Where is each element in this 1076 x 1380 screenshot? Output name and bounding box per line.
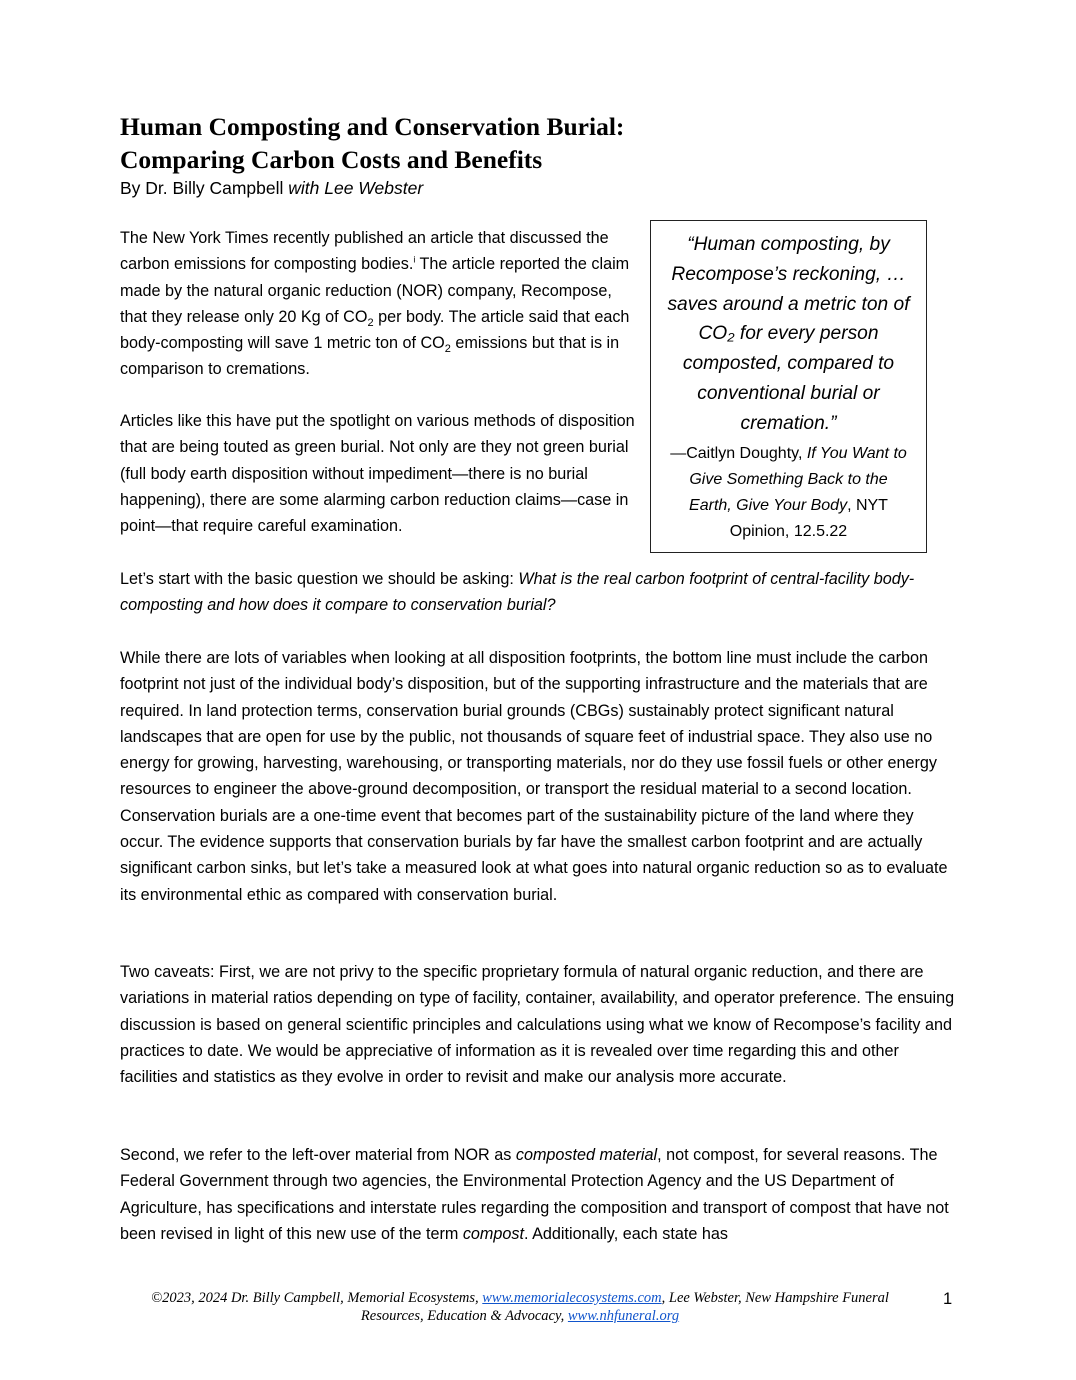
memorial-ecosystems-link[interactable]: www.memorialecosystems.com bbox=[482, 1290, 662, 1306]
paragraph-4: While there are lots of variables when looking at all disposition footprints, the bottom line must include the carbon footprint not just of the individual body’s disposition, but of the supporting infrastructure and the materials that are required. In land protection terms, conservation burial grounds (CBGs) sustainably protect significant natural landscapes that are open for use by the public, not thousands of square feet of industrial space. They also use no energy for growing, harvesting, warehousing, or transporting materials, nor do they use fossil fuels or other energy resources to engineer the above-ground decomposition, or transport the residual material to a second location. Conservation burials are a one-time event that becomes part of the sustainability picture of the land where they occur. The evidence supports that conservation burials by far have the smallest carbon footprint and are actually significant carbon sinks, but let’s take a measured look at what goes into natural organic reduction so as to evaluate its environmental ethic as compared with conservation burial. bbox=[120, 649, 948, 904]
byline bbox=[120, 176, 423, 200]
paragraph-6: Second, we refer to the left-over material from NOR as composted material, not compost, for several reasons. The Federal Government through two agencies, the Environmental Protection Agency and the US Department of Agriculture, has specifications and interstate rules regarding the composition and transport of compost that have not been revised in light of this new use of the term compost. Additionally, each state has bbox=[120, 1146, 949, 1243]
paragraph-1: The New York Times recently published an article that discussed the carbon emissions for composting bodies.$^i$ The article reported the claim made by the natural organic reduction (NOR) company, Recompose, that they release only 20 Kg of $CO_2$ per body. The article said that each body-composting will save 1 metric ton of $CO_2$ emissions but that is in comparison to cremations. bbox=[120, 229, 630, 379]
title-line-2: Comparing Carbon Costs and Benefits bbox=[120, 145, 543, 174]
byline-coauthor: with Lee Webster bbox=[288, 178, 424, 198]
pull-quote-text: “Human composting, by Recompose’s reckoning, … saves around a metric ton of CO₂ for every person composted, compared to conventional burial or cremation.” bbox=[667, 234, 910, 434]
paragraph-3: Let’s start with the basic question we should be asking: What is the real carbon footprint of central-facility body-composting and how does it compare to conservation burial? bbox=[120, 570, 915, 615]
page-number: 1 bbox=[943, 1290, 953, 1308]
endnote-marker[interactable]: i bbox=[413, 254, 416, 265]
page-footer: ©2023, 2024 Dr. Billy Campbell, Memorial Ecosystems, www.memorialecosystems.com, Lee Webster, New Hampshire Funeral Resources, Education & Advocacy, www.nhfuneral.org bbox=[151, 1290, 889, 1324]
pull-quote-box bbox=[650, 220, 927, 553]
paragraph-5: Two caveats: First, we are not privy to the specific proprietary formula of natural organic reduction, and there are variations in material ratios depending on type of facility, container, availability, and operator preference. The ensuing discussion is based on general scientific principles and calculations using what we know of Recompose’s facility and practices to date. We would be appreciative of information as it is revealed over time regarding this and other facilities and statistics as they evolve in order to revisit and make our analysis more accurate. bbox=[120, 963, 955, 1087]
paragraph-2: Articles like this have put the spotlight on various methods of disposition that are being touted as green burial. Not only are they not green burial (full body earth disposition without impediment—there is no burial happening), there are some alarming carbon reduction claims—case in point—that require careful examination. bbox=[120, 412, 635, 536]
title-line-1: Human Composting and Conservation Burial: bbox=[120, 112, 625, 141]
byline-author: By Dr. Billy Campbell bbox=[120, 178, 284, 198]
page-title bbox=[120, 110, 624, 176]
nhfuneral-link[interactable]: www.nhfuneral.org bbox=[567, 1308, 680, 1324]
pull-quote-attribution: —Caitlyn Doughty, If You Want to Give Something Back to the Earth, Give Your Body, NYT Opinion, 12.5.22 bbox=[670, 444, 907, 541]
